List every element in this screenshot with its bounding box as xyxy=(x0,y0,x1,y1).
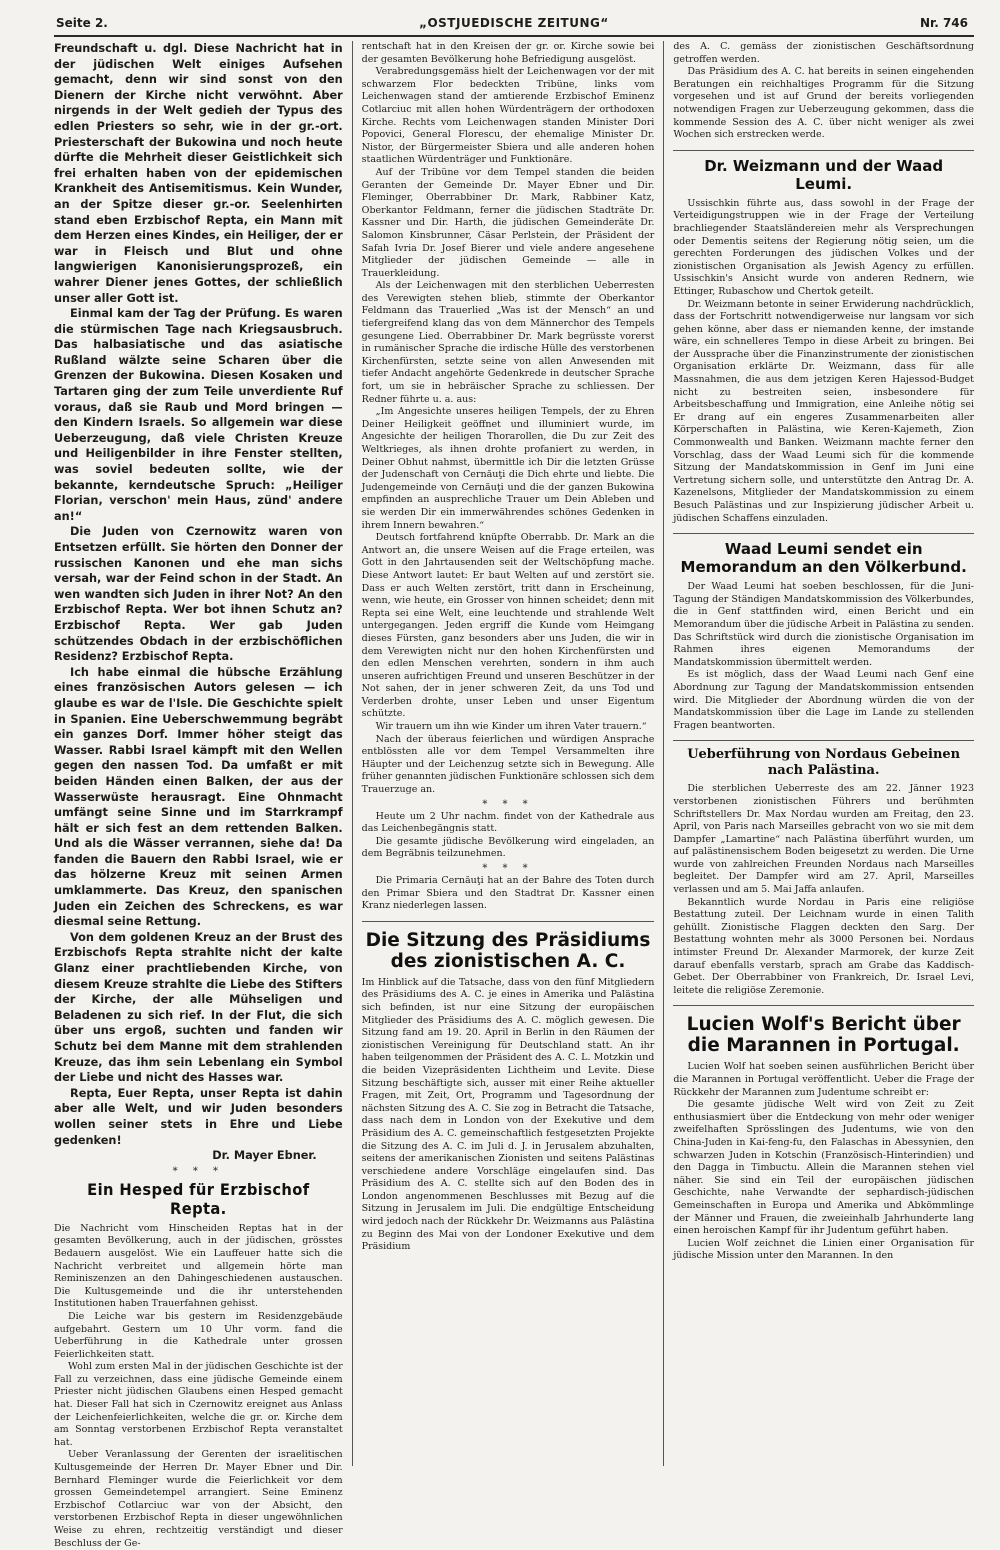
article-title-memorandum: Waad Leumi sendet ein Memorandum an den Völkerbund. xyxy=(680,540,967,577)
article-memorandum xyxy=(673,581,974,732)
article-title-lucien-wolf: Lucien Wolf's Bericht über die Marannen in Portugal. xyxy=(686,1014,961,1057)
paragraph: Die Juden von Czernowitz waren von Entsetzen erfüllt. Sie hörten den Donner der russischen Kanonen und ehe man sichs versah, war der Feind schon in der Stadt. An wen wandten sich Juden in ihrer Not? An den Erzbischof Repta. Wer bot ihnen Schutz an? Erzbischof Repta. Wer gab Juden schützendes Obdach in der erzbischöflichen Residenz? Erzbischof Repta. xyxy=(54,525,343,664)
paragraph: Es ist möglich, dass der Waad Leumi nach Genf eine Abordnung zur Tagung der Mandatskommission entsenden wird. Die Mitglieder der Abordnung würden die von der Mandatskommission über die Lage im Lande zu stellenden Fragen beantworten. xyxy=(673,669,974,731)
paragraph: Nach der überaus feierlichen und würdigen Ansprache entblössten alle vor dem Tempel Versammelten ihre Häupter und der Leichenzug setzte sich in Bewegung. Alle früher genannten jüdischen Funktionäre schlossen sich dem Trauerzuge an. xyxy=(361,733,655,796)
paragraph: Dr. Weizmann betonte in seiner Erwiderung nachdrücklich, dass der Fortschritt notwendigerweise nur langsam vor sich gehen könne, aber dass er niemanden kenne, der imstande wäre, ein schnelleres Tempo in diese Arbeit zu bringen. Bei der Aussprache über die Finanzinstrumente der zionistischen Organisation erklärte Dr. Weizmann, dass für alle Massnahmen, die aus dem jetzigen Keren Hajessod-Budget nicht zu bestreiten seien, insbesondere für Arbeitsbeschaffung und Immigration, eine Anleihe nötig sei Er drang auf ein engeres Zusammenarbeiten aller Körperschaften in Palästina, wie Keren-Kajemeth, Zion Commonwealth und Banken. Weizmann machte ferner den Vorschlag, dass der Waad Leumi sich für die kommende Sitzung der Mandatskommission in Genf im Juni eine Vertretung sichern solle, und unterstützte den Antrag Dr. A. Kazenelsons, Mitglieder der Mandatskommission zu einem Besuch Palästinas und zur Inspizierung jüdischer Arbeit u. jüdischen Schaffens einzuladen. xyxy=(673,298,974,524)
article-praesidium xyxy=(362,977,655,1254)
paragraph: Die Nachricht vom Hinscheiden Reptas hat in der gesamten Bevölkerung, auch in der jüdischen, grösstes Bedauern ausgelöst. Wie ein Lauffeuer hatte sich die Nachricht verbreitet und allgemein hörte man Reminiszenzen an den Dahingeschiedenen austauschen. Die Kultusgemeinde und die ihr unterstehenden Institutionen haben Trauerfahnen gehisst. xyxy=(54,1222,343,1310)
paragraph: Ich habe einmal die hübsche Erzählung eines französischen Autors gelesen — ich glaube es war de l'Isle. Die Geschichte spielt in Spanien. Eine Ueberschwemmung begräbt ein ganzes Dorf. Immer höher steigt das Wasser. Rabbi Israel kämpft mit den Wellen gegen den nassen Tod. Da umfaßt er mit beiden Händen einen Balken, der aus der Wasserwüste herausragt. Eine Ohnmacht umfängt seine Sinne und im Starrkrampf hält er sich fest an dem rettenden Balken. Und als die Wässer verrannen, siehe da! Da fanden die Bauern den Rabbi Israel, wie er das hölzerne Kreuz mit seinen Armen umklammerte. Das Kreuz, den spanischen Juden ein Zeichen des Schreckens, es war diesmal seine Rettung. xyxy=(54,665,343,929)
paragraph: des A. C. gemäss der zionistischen Geschäftsordnung getroffen werden. xyxy=(673,41,974,65)
article-title-weizmann: Dr. Weizmann und der Waad Leumi. xyxy=(704,156,944,193)
section-separator: * * * xyxy=(172,1165,225,1177)
divider xyxy=(362,921,655,922)
article-nordau xyxy=(673,783,974,997)
paragraph: Freundschaft u. dgl. Diese Nachricht hat in der jüdischen Welt einiges Aufsehen gemacht, denn wir sind sonst von den Dienern der Kirche nicht verwöhnt. Aber nirgends in der Welt gedieh der Typus des edlen Priesters so sehr, wie in der gr.-ort. Priesterschaft der Bukowina und noch heute dürfte die Mehrheit dieser Geistlichkeit sich frei erhalten haben von der epidemischen Krankheit des Antisemitismus. Kein Wunder, an der Spitze dieser gr.-or. Seelenhirten stand eben Erzbischof Repta, ein Mann mit dem Herzen eines Kindes, ein Heiliger, der er war in Fleisch und Blut und ohne langwierigen Kanonisierungsprozeß, ein wahrer Diener jenes Gottes, der schließlich unser aller Gott ist. xyxy=(54,42,343,305)
article-hesped xyxy=(54,1223,343,1550)
column-3 xyxy=(663,41,974,1466)
page-label: Seite 2. xyxy=(56,16,108,30)
newspaper-title: „OSTJUEDISCHE ZEITUNG“ xyxy=(419,16,609,30)
divider xyxy=(673,533,974,534)
paragraph: Wir trauern um ihn wie Kinder um ihren Vater trauern.“ xyxy=(375,721,647,733)
issue-number: Nr. 746 xyxy=(919,16,968,30)
article-repta-continued xyxy=(54,41,343,1148)
divider xyxy=(673,150,974,151)
paragraph: Auf der Tribüne vor dem Tempel standen die beiden Geranten der Gemeinde Dr. Mayer Ebner und Dir. Fleminger, Oberrabbiner Dr. Mark, Rabbiner Katz, Oberkantor Feldmann, ferner die jüdischen Stadträte Dr. Kassner und Dir. Harth, die jüdischen Gemeinderäte Dr. Salomon Kinsbrunner, Cäsar Perlstein, der Präsident der Safah Ivria Dr. Josef Bierer und viele andere angesehene Mitglieder der jüdischen Gemeinde — alle in Trauerkleidung. xyxy=(361,166,655,279)
article-title-nordau: Ueberführung von Nordaus Gebeinen nach Palästina. xyxy=(687,747,961,779)
paragraph: Der Waad Leumi hat soeben beschlossen, für die Juni-Tagung der Ständigen Mandatskommission des Völkerbundes, die in Genf stattfinden wird, einen Bericht und ein Memorandum über die jüdische Arbeit in Palästina zu senden. Das Schriftstück wird durch die zionistische Organisation im Rahmen ihres eigenen Memorandums der Mandatskommission übermittelt werden. xyxy=(673,581,974,668)
article-title-hesped: Ein Hesped für Erzbischof Repta. xyxy=(87,1179,310,1218)
article-lucien-wolf xyxy=(673,1061,974,1263)
funeral-notice xyxy=(362,811,655,861)
paragraph: Einmal kam der Tag der Prüfung. Es waren die stürmischen Tage nach Kriegsausbruch. Das halbasiatische und das asiatische Rußland wälzte seine Scharen über die Grenzen der Bukowina. Diesen Kosaken und Tartaren ging der zum Teile unverdiente Ruf voraus, daß sie Raub und Mord bringen — den Kindern Israels. So allgemein war diese Ueberzeugung, daß viele Christen Kreuze und Heiligenbilder in ihre Fenster stellten, was soviel bedeuten sollte, wie der bekannte, kerndeutsche Spruch: „Heiliger Florian, verschon' mein Haus, zünd' andere an!“ xyxy=(54,307,343,523)
columns xyxy=(54,41,974,1549)
paragraph: Repta, Euer Repta, unser Repta ist dahin aber alle Welt, und wir Juden besonders wollen seiner stets in Ehre und Liebe gedenken! xyxy=(54,1086,343,1147)
paragraph: Deutsch fortfahrend knüpfte Oberrabb. Dr. Mark an die Antwort an, die unsere Weisen auf die Frage erteilen, was Gott in den Jahrtausenden seit der Weltschöpfung mache. Diese Antwort lautet: Er baut Welten auf und zerstört sie. Dass er auch Welten zerstört, tritt dann in Erscheinung, wenn, wie heute, ein Grosser von hinnen scheidet; denn mit Repta sei eine Welt, eine leuchtende und strahlende Welt untergegangen. Jeden ergriff die Kunde vom Heimgang dieses Fürsten, ganz besonders aber uns Juden, die wir in dem Verewigten nicht nur den hohen Kirchenfürsten und den edlen Menschen verehrten, sondern in ihm auch unseren aufrichtigen Freund und unseren Beschützer in der Not sahen, der in jener schweren Zeit, da uns Tod und Verderben drohte, unser Leben und unser Eigentum schützte. xyxy=(361,532,655,720)
paragraph: Lucien Wolf zeichnet die Linien einer Organisation für jüdische Mission unter den Marannen. In den xyxy=(673,1237,974,1262)
divider xyxy=(673,1005,974,1006)
paragraph: Die gesamte jüdische Welt wird von Zeit zu Zeit enthusiasmiert über die Entdeckung von mehr oder weniger zweifelhaften Sprösslingen des Judentums, wie von den China-Juden in Kai-feng-fu, den Falaschas in Abessynien, den schwarzen Juden in Kotschin (Französisch-Hinterindien) und den Dagga in Timbuctu. Allein die Marannen stehen viel näher. Sie sind ein Teil der europäischen jüdischen Geschichte, nahe Verwandte der sephardisch-jüdischen Gemeinschaften in Europa und Amerika und Abkömmlinge der Männer und Frauen, die zweieinhalb Jahrhunderte lang einen heroischen Kampf für ihr Judentum geführt haben. xyxy=(673,1099,974,1237)
paragraph: Als der Leichenwagen mit den sterblichen Ueberresten des Verewigten stehen blieb, stimmte der Oberkantor Feldmann das Trauerlied „Was ist der Mensch“ an und tiefergreifend klang das von dem Männerchor des Tempels gesungene Lied. Oberrabbiner Dr. Mark begrüsste vorerst in rumänischer Sprache die irdische Hülle des verstorbenen Kirchenfürsten, setzte seine von allen Anwesenden mit tiefer Andacht angehörte Gedenkrede in deutscher Sprache fort, um sie in hebräischer Sprache zu schliessen. Der Redner führte u. a. aus: xyxy=(361,280,655,405)
column-1 xyxy=(54,41,352,1549)
running-head xyxy=(54,16,974,37)
article-title-praesidium: Die Sitzung des Präsidiums des zionistischen A. C. xyxy=(365,929,651,972)
paragraph: Bekanntlich wurde Nordau in Paris eine religiöse Bestattung zuteil. Der Leichnam wurde in einen Talith gehüllt. Zionistische Flaggen deckten den Sarg. Der Bestattung wohnten mehr als 3000 Personen bei. Nordaus intimster Freund Dr. Alexander Marmorek, der kurze Zeit darauf ebenfalls verstarb, sprach am Grabe das Kaddisch-Gebet. Der Oberrabbiner von Frankreich, Dr. Israel Levi, leitete die religiöse Zeremonie. xyxy=(673,896,974,996)
section-separator: * * * xyxy=(482,798,534,810)
paragraph: Die Primaria Cernăuţi hat an der Bahre des Toten durch den Primar Sbiera und den Stadtrat Dr. Kassner einen Kranz niederlegen lassen. xyxy=(361,875,655,912)
paragraph: Verabredungsgemäss hielt der Leichenwagen vor der mit schwarzem Flor bedeckten Tribüne, links vom Leichenwagen stand der amtierende Erzbischof Eminenz Cotlarciuc mit allen hohen Würdenträgern der orthodoxen Kirche. Rechts vom Leichenwagen standen Minister Dori Popovici, General Florescu, der ehemalige Minister Dr. Nistor, der Bürgermeister Sbiera und alle anderen hohen staatlichen Würdenträger und Funktionäre. xyxy=(361,66,655,166)
paragraph: Lucien Wolf hat soeben seinen ausführlichen Bericht über die Marannen in Portugal veröffentlicht. Ueber die Frage der Rückkehr der Marannen zum Judentume schreibt er: xyxy=(673,1061,974,1098)
paragraph: Die gesamte jüdische Bevölkerung wird eingeladen, an dem Begräbnis teilzunehmen. xyxy=(361,835,655,860)
divider xyxy=(673,740,974,741)
paragraph: Heute um 2 Uhr nachm. findet von der Kathedrale aus das Leichenbegängnis statt. xyxy=(361,810,655,835)
author-signature: Dr. Mayer Ebner. xyxy=(212,1149,317,1163)
article-hesped-continued xyxy=(362,41,655,797)
article-praesidium-continued xyxy=(673,41,974,142)
column-2 xyxy=(352,41,664,1466)
section-separator: * * * xyxy=(482,863,534,874)
paragraph: Ueber Veranlassung der Gerenten der israelitischen Kultusgemeinde der Herren Dr. Mayer Ebner und Dir. Bernhard Fleminger wurde die Feierlichkeit vor dem grossen Gemeindetempel arrangiert. Seine Eminenz Erzbischof Cotlarciuc war von der Absicht, den verstorbenen Erzbischof Repta in dieser ungewöhnlichen Weise zu ehren, rechtzeitig verständigt und dieser Beschluss der Ge- xyxy=(54,1449,343,1549)
paragraph: Die Leiche war bis gestern im Residenzgebäude aufgebahrt. Gestern um 10 Uhr vorm. fand die Ueberführung in die Kathedrale unter grossen Feierlichkeiten statt. xyxy=(54,1310,343,1360)
paragraph: rentschaft hat in den Kreisen der gr. or. Kirche sowie bei der gesamten Bevölkerung hohe Befriedigung ausgelöst. xyxy=(361,41,655,65)
paragraph: Ussischkin führte aus, dass sowohl in der Frage der Verteidigungstruppen wie in der Frage der Verteilung brachliegender Staatsländereien mehr als Versprechungen oder Dementis seitens der Regierung nötig seien, um die gerechten Forderungen des jüdischen Volkes und der zionistischen Organisation als Jewish Agency zu erfüllen. Ussischkin's Ansicht wurde von anderen Rednern, wie Ettinger, Rubaschow und Chertok geteilt. xyxy=(673,197,974,297)
paragraph: Das Präsidium des A. C. hat bereits in seinen eingehenden Beratungen ein reichhaltiges Programm für die Sitzung vorgesehen und ist auf Grund der bereits vorliegenden notwendigen Fragen zur Ueberzeugung gekommen, dass die kommende Session des A. C. über nicht weniger als zwei Wochen sich erstrecken werde. xyxy=(673,66,974,141)
paragraph: Im Hinblick auf die Tatsache, dass von den fünf Mitgliedern des Präsidiums des A. C. je eines in Amerika und Palästina sich befinden, ist nur eine Sitzung der europäischen Mitglieder des Präsidiums des A. C. möglich gewesen. Die Sitzung fand am 19. 20. April in Berlin in den Räumen der zionistischen Vereinigung für Deutschland statt. An ihr haben teilgenommen der Präsident des A. C. L. Motzkin und die beiden Vizepräsidenten Lichtheim und Levite. Diese Sitzung beschäftigte sich, ausser mit einer Reihe aktueller Fragen, mit Zeit, Ort, Programm und Tagesordnung der nächsten Sitzung des A. C. Sie zog in Betracht die Tatsache, dass nach dem in London von der Exekutive und dem Präsidium des A. C. gemeinschaftlich festgesetzten Projekte die Sitzung des A. C. im Juli d. J. in Jerusalem abzuhalten, seitens der amerikanischen Zionisten und seitens Palästinas verschiedene andere Vorschläge eingelaufen sind. Das Präsidium des A. C. stellte sich auf den Boden des in London angenommenen Beschlusses mit Bezug auf die Sitzung in Jerusalem im Juli. Die endgültige Entscheidung wird jedoch nach der Rückkehr Dr. Weizmanns aus Palästina zu Beginn des Mai von der Londoner Exekutive und dem Präsidium xyxy=(361,976,655,1253)
paragraph: Die sterblichen Ueberreste des am 22. Jänner 1923 verstorbenen zionistischen Führers und berühmten Schriftstellers Dr. Max Nordau wurden am Freitag, den 23. April, von Paris nach Marseilles gebracht von wo sie mit dem Dampfer „Lamartine“ nach Palästina überführt wurden, um auf palästinensischem Boden beigesetzt zu werden. Die Urne wurde von zahlreichen Freunden Nordaus nach Marseilles begleitet. Der Dampfer wird am 27. April, Marseilles verlassen und am 5. Mai Jaffa anlaufen. xyxy=(673,783,974,896)
paragraph: „Im Angesichte unseres heiligen Tempels, der zu Ehren Deiner Heiligkeit geöffnet und illuminiert wurde, im Angesichte der heiligen Thorarollen, die Du zur Zeit des Weltkrieges, als ihnen drohte profaniert zu werden, in Deiner Obhut nahmst, übermittle ich Dir die letzten Grüsse der Judenschaft von Cernăuţi die Dich ehrte und liebte. Die Judengemeinde von Cernăuţi und die der ganzen Bukowina empfinden an ausprechliche Trauer um Dein Ableben und sie werden Dir ein immerwährendes schönes Gedenken in ihrem Innern bewahren.“ xyxy=(361,406,655,531)
paragraph: Von dem goldenen Kreuz an der Brust des Erzbischofs Repta strahlte nicht der kalte Glanz einer prachtliebenden Kirche, von diesem Kreuze strahlte die Liebe des Stifters der Kirche, der alle Mühseligen und Beladenen zu sich rief. In der Flut, die sich über uns ergoß, suchten und fanden wir Schutz bei dem Manne mit dem strahlenden Kreuze, das ihm sein Lebenlang ein Symbol der Liebe und nicht des Hasses war. xyxy=(54,930,343,1085)
wreath-notice xyxy=(362,875,655,913)
paragraph: Wohl zum ersten Mal in der jüdischen Geschichte ist der Fall zu verzeichnen, dass eine jüdische Gemeinde einem Priester nicht jüdischen Glaubens einen Hesped gemacht hat. Dieser Fall hat sich in Czernowitz ereignet aus Anlass der Leichenfeierlichkeiten, welche die gr. or. Kirche dem am Sonntag verstorbenen Erzbischof Repta veranstaltet hat. xyxy=(54,1361,343,1448)
article-weizmann xyxy=(673,198,974,525)
